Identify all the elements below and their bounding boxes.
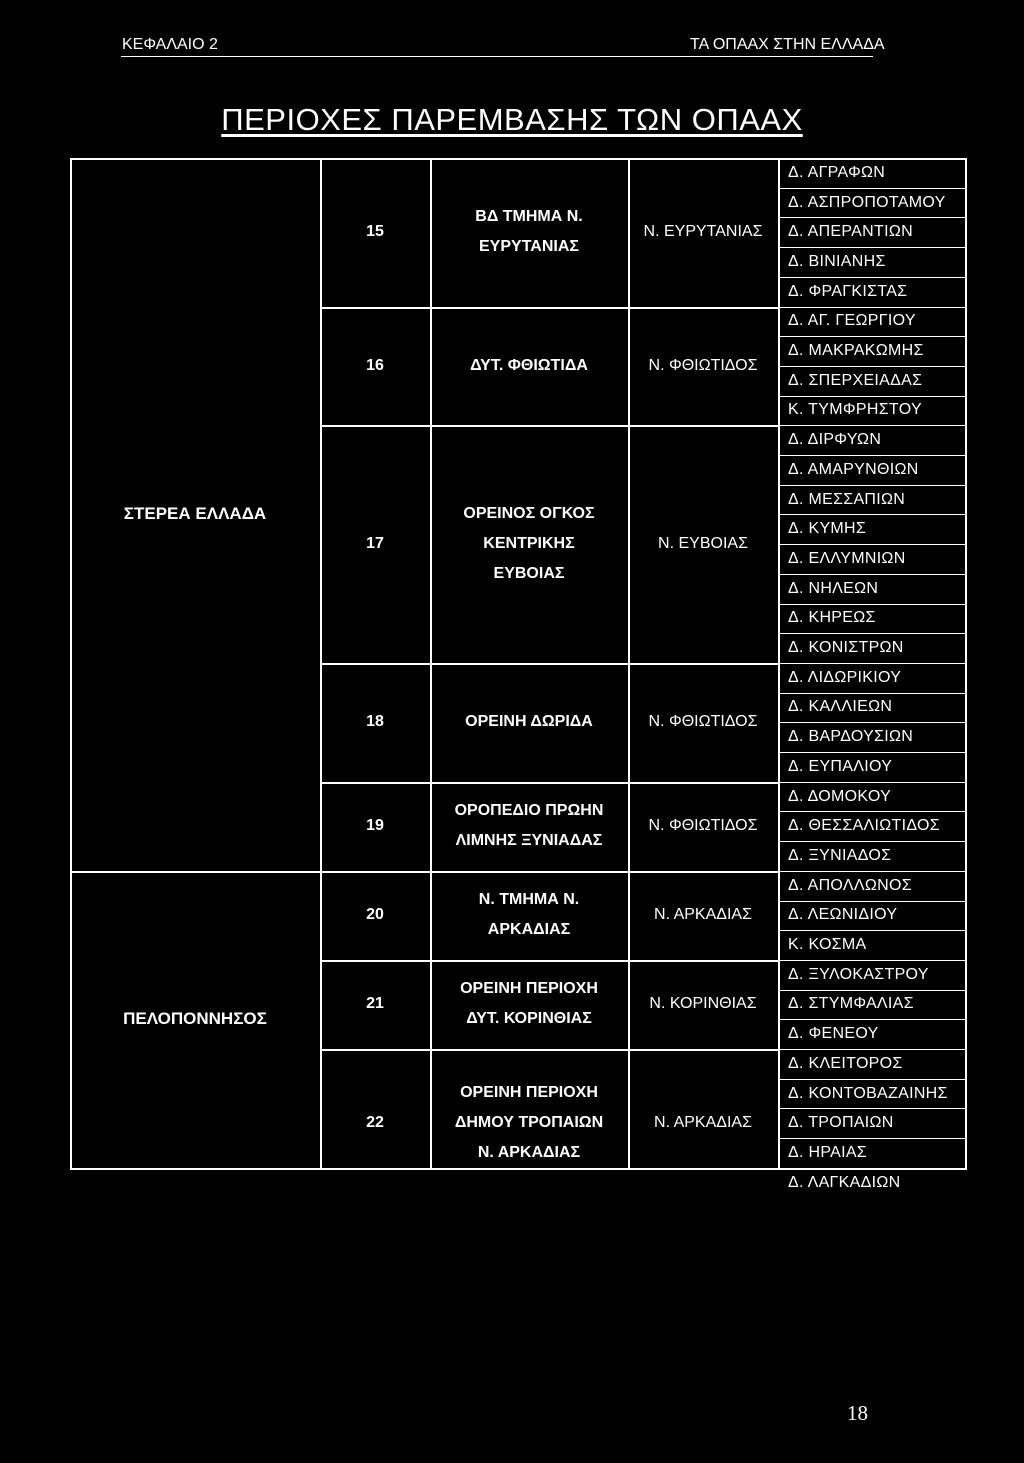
area-number: 22	[366, 1114, 384, 1132]
row-divider	[778, 1168, 965, 1169]
municipality-cell: Δ. ΛΕΩΝΙΔΙΟΥ	[788, 906, 898, 924]
row-divider	[778, 930, 965, 931]
subregion-line: Ν. ΤΜΗΜΑ Ν.	[478, 891, 580, 909]
subregion-line: ΑΡΚΑΔΙΑΣ	[487, 921, 571, 939]
row-divider	[778, 663, 965, 664]
row-divider	[778, 1019, 965, 1020]
row-divider	[778, 455, 965, 456]
municipality-cell: Δ. ΚΑΛΛΙΕΩΝ	[788, 698, 893, 716]
municipality-cell: Κ. ΤΥΜΦΡΗΣΤΟΥ	[788, 401, 922, 419]
row-divider	[778, 188, 965, 189]
municipality-cell: Δ. ΑΓ. ΓΕΩΡΓΙΟΥ	[788, 312, 916, 330]
subregion-line: Ν. ΑΡΚΑΔΙΑΣ	[477, 1144, 581, 1162]
subregion-line: ΛΙΜΝΗΣ ΞΥΝΙΑΔΑΣ	[455, 832, 603, 850]
municipality-cell: Δ. ΕΛΛΥΜΝΙΩΝ	[788, 549, 906, 567]
group-divider	[320, 307, 778, 309]
subregion-line: ΕΥΒΟΙΑΣ	[493, 565, 565, 583]
municipality-cell: Δ. ΚΟΝΙΣΤΡΩΝ	[788, 639, 904, 657]
municipality-cell: Δ. ΘΕΣΣΑΛΙΩΤΙΔΟΣ	[788, 817, 940, 835]
municipality-cell: Δ. ΜΑΚΡΑΚΩΜΗΣ	[788, 342, 924, 360]
municipality-cell: Δ. ΜΕΣΣΑΠΙΩΝ	[788, 490, 906, 508]
subregion-line: ΟΡΕΙΝΗ ΔΩΡΙΔΑ	[465, 713, 593, 731]
row-divider	[778, 782, 965, 783]
area-number: 16	[366, 356, 384, 374]
header-rule	[121, 56, 873, 57]
subregion-line: ΔΗΜΟΥ ΤΡΟΠΑΙΩΝ	[454, 1114, 604, 1132]
region-divider	[70, 871, 320, 873]
area-number: 17	[366, 535, 384, 553]
municipality-cell: Δ. ΕΥΠΑΛΙΟΥ	[788, 757, 893, 775]
table-border-left	[70, 158, 72, 1170]
row-divider	[778, 1049, 965, 1050]
municipality-cell: Δ. ΛΙΔΩΡΙΚΙΟΥ	[788, 668, 902, 686]
row-divider	[778, 247, 965, 248]
row-divider	[778, 871, 965, 872]
municipality-cell: Δ. ΚΗΡΕΩΣ	[788, 609, 876, 627]
municipality-cell: Δ. ΔΙΡΦΥΩΝ	[788, 431, 882, 449]
row-divider	[778, 633, 965, 634]
row-divider	[778, 990, 965, 991]
municipality-cell: Δ. ΚΛΕΙΤΟΡΟΣ	[788, 1054, 903, 1072]
section-label: ΤΑ ΟΠΑΑΧ ΣΤΗΝ ΕΛΛΑΔΑ	[690, 36, 885, 53]
prefecture-label: Ν. ΦΘΙΩΤΙΔΟΣ	[648, 817, 758, 835]
subregion-line: ΕΥΡΥΤΑΝΙΑΣ	[479, 238, 579, 256]
municipality-cell: Δ. ΒΑΡΔΟΥΣΙΩΝ	[788, 728, 914, 746]
municipality-cell: Δ. ΦΕΝΕΟΥ	[788, 1025, 879, 1043]
row-divider	[778, 811, 965, 812]
row-divider	[778, 1108, 965, 1109]
municipality-cell: Δ. ΣΤΥΜΦΑΛΙΑΣ	[788, 995, 914, 1013]
page-number: 18	[847, 1401, 868, 1425]
group-divider	[320, 1049, 778, 1051]
municipality-cell: Κ. ΚΟΣΜΑ	[788, 936, 867, 954]
group-divider	[320, 871, 778, 873]
municipality-cell: Δ. ΛΑΓΚΑΔΙΩΝ	[788, 1173, 901, 1191]
row-divider	[778, 693, 965, 694]
municipality-cell: Δ. ΑΜΑΡΥΝΘΙΩΝ	[788, 460, 919, 478]
subregion-line: ΔΥΤ. ΦΘΙΩΤΙΔΑ	[470, 356, 588, 374]
prefecture-label: Ν. ΚΟΡΙΝΘΙΑΣ	[649, 995, 757, 1013]
row-divider	[778, 485, 965, 486]
row-divider	[778, 514, 965, 515]
row-divider	[778, 396, 965, 397]
municipality-cell: Δ. ΑΓΡΑΦΩΝ	[788, 163, 886, 181]
subregion-line: ΒΔ ΤΜΗΜΑ Ν.	[475, 208, 583, 226]
prefecture-label: Ν. ΦΘΙΩΤΙΔΟΣ	[648, 356, 758, 374]
row-divider	[778, 841, 965, 842]
row-divider	[778, 604, 965, 605]
row-divider	[778, 277, 965, 278]
area-number: 18	[366, 713, 384, 731]
row-divider	[778, 722, 965, 723]
municipality-cell: Δ. ΝΗΛΕΩΝ	[788, 579, 879, 597]
municipality-cell: Δ. ΤΡΟΠΑΙΩΝ	[788, 1114, 894, 1132]
region-label: ΠΕΛΟΠΟΝΝΗΣΟΣ	[123, 1009, 267, 1029]
municipality-cell: Δ. ΑΠΕΡΑΝΤΙΩΝ	[788, 223, 913, 241]
municipality-cell: Δ. ΒΙΝΙΑΝΗΣ	[788, 252, 886, 270]
region-label: ΣΤΕΡΕΑ ΕΛΛΑΔΑ	[123, 504, 267, 524]
subregion-line: ΟΡΕΙΝΟΣ ΟΓΚΟΣ	[463, 505, 595, 523]
municipality-cell: Δ. ΚΥΜΗΣ	[788, 520, 867, 538]
municipality-cell: Δ. ΦΡΑΓΚΙΣΤΑΣ	[788, 282, 908, 300]
chapter-label: ΚΕΦΑΛΑΙΟ 2	[122, 36, 218, 53]
table-border-top	[70, 158, 967, 160]
municipality-cell: Δ. ΞΥΛΟΚΑΣΤΡΟΥ	[788, 965, 929, 983]
subregion-line: ΔΥΤ. ΚΟΡΙΝΘΙΑΣ	[466, 1010, 592, 1028]
group-divider	[320, 425, 778, 427]
area-number: 20	[366, 906, 384, 924]
row-divider	[778, 1079, 965, 1080]
subregion-line: ΚΕΝΤΡΙΚΗΣ	[483, 535, 575, 553]
column-divider	[778, 158, 780, 1170]
prefecture-label: Ν. ΦΘΙΩΤΙΔΟΣ	[648, 713, 758, 731]
row-divider	[778, 336, 965, 337]
municipality-cell: Δ. ΗΡΑΙΑΣ	[788, 1143, 867, 1161]
municipality-cell: Δ. ΞΥΝΙΑΔΟΣ	[788, 846, 892, 864]
prefecture-label: Ν. ΕΥΡΥΤΑΝΙΑΣ	[643, 223, 763, 241]
prefecture-label: Ν. ΑΡΚΑΔΙΑΣ	[654, 1114, 752, 1132]
area-number: 15	[366, 223, 384, 241]
group-divider	[320, 663, 778, 665]
prefecture-label: Ν. ΑΡΚΑΔΙΑΣ	[654, 906, 752, 924]
row-divider	[778, 960, 965, 961]
group-divider	[320, 782, 778, 784]
page-title: ΠΕΡΙΟΧΕΣ ΠΑΡΕΜΒΑΣΗΣ ΤΩΝ ΟΠΑΑΧ	[221, 102, 803, 137]
row-divider	[778, 752, 965, 753]
row-divider	[778, 544, 965, 545]
subregion-line: ΟΡΕΙΝΗ ΠΕΡΙΟΧΗ	[460, 980, 598, 998]
subregion-line: ΟΡΕΙΝΗ ΠΕΡΙΟΧΗ	[460, 1084, 598, 1102]
municipality-cell: Δ. ΣΠΕΡΧΕΙΑΔΑΣ	[788, 371, 923, 389]
row-divider	[778, 901, 965, 902]
row-divider	[778, 1138, 965, 1139]
area-number: 19	[366, 817, 384, 835]
row-divider	[778, 217, 965, 218]
municipality-cell: Δ. ΑΣΠΡΟΠΟΤΑΜΟΥ	[788, 193, 946, 211]
municipality-cell: Δ. ΑΠΟΛΛΩΝΟΣ	[788, 876, 912, 894]
prefecture-label: Ν. ΕΥΒΟΙΑΣ	[658, 535, 748, 553]
subregion-line: ΟΡΟΠΕΔΙΟ ΠΡΩΗΝ	[454, 802, 604, 820]
area-number: 21	[366, 995, 384, 1013]
municipality-cell: Δ. ΚΟΝΤΟΒΑΖΑΙΝΗΣ	[788, 1084, 948, 1102]
row-divider	[778, 574, 965, 575]
row-divider	[778, 366, 965, 367]
municipality-cell: Δ. ΔΟΜΟΚΟΥ	[788, 787, 892, 805]
row-divider	[778, 307, 965, 308]
row-divider	[778, 425, 965, 426]
group-divider	[320, 960, 778, 962]
table-border-right	[965, 158, 967, 1170]
